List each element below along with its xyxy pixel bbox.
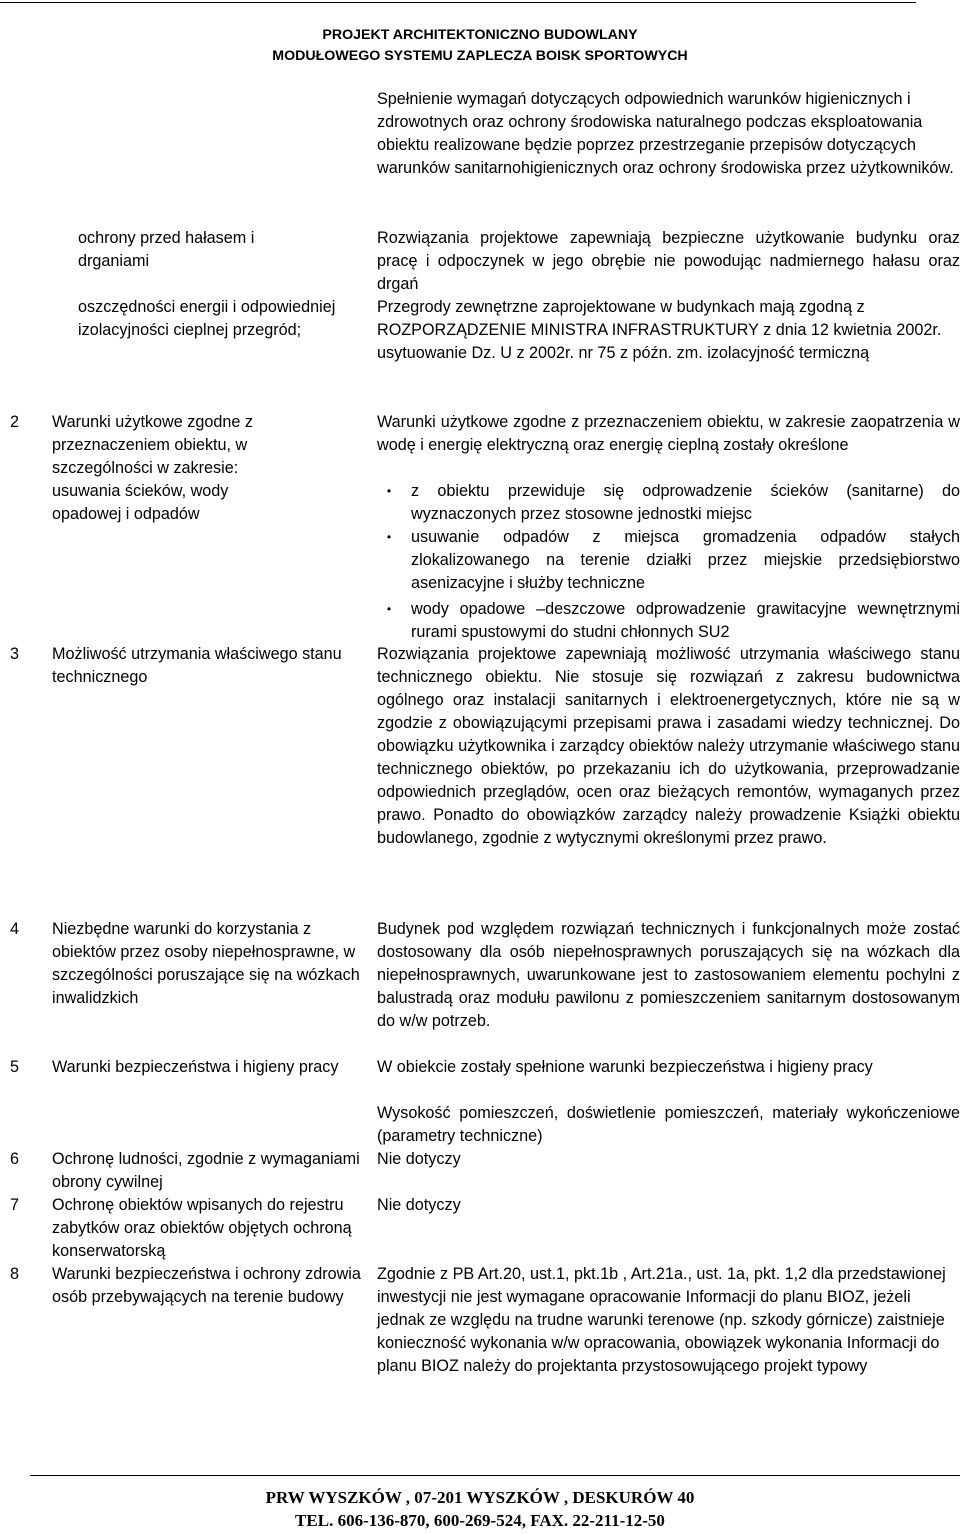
footer-rule [30,1475,960,1476]
item-2-intro: Warunki użytkowe zgodne z przeznaczeniem obiektu, w zakresie zaopatrzenia w wodę i energię elektryczną oraz energię cieplną zostały określone [377,413,960,454]
item-8-text: Zgodnie z PB Art.20, ust.1, pkt.1b , Art.21a., ust. 1a, pkt. 1,2 dla przedstawionej inwestycji nie jest wymagane opracowanie Informacji do planu BIOZ, jeżeli jednak ze względu na trudne warunki terenowe (np. szkody górnicze) zaistnieje konieczność wykonania w/w opracowania, obowiązek wykonania Informacji do planu BIOZ należy do projektanta przystosowującego projekt typowy [377,1265,946,1375]
item-7-number: 7 [10,1196,20,1214]
header-rule-top [0,2,916,3]
item-4-text: Budynek pod względem rozwiązań technicznych i funkcjonalnych może zostać dostosowany dla osób niepełnosprawnych poruszających się na wózkach dla niepełnosprawnych, uwarunkowane jest to zastosowaniem elementu pochylni z balustradą oraz modułu pawilonu z pomieszczeniem sanitarnym dostosowanym do w/w potrzeb. [377,920,960,1030]
item-7-text: Nie dotyczy [377,1196,461,1214]
header-line-1: PROJEKT ARCHITEKTONICZNO BUDOWLANY [322,27,638,43]
item-5-text-2: Wysokość pomieszczeń, doświetlenie pomieszczeń, materiały wykończeniowe (parametry techniczne) [377,1104,960,1145]
energy-label: oszczędności energii i odpowiedniej izolacyjności cieplnej przegród; [78,298,336,339]
bullet-icon: • [386,602,392,616]
bullet-icon: • [386,484,392,498]
item-6-label: Ochronę ludności, zgodnie z wymaganiami obrony cywilnej [52,1150,360,1191]
item-3-label: Możliwość utrzymania właściwego stanu technicznego [52,645,342,686]
bullet-icon: • [386,530,392,544]
item-5-number: 5 [10,1058,20,1076]
item-5-text-1: W obiekcie zostały spełnione warunki bezpieczeństwa i higieny pracy [377,1058,873,1076]
item-2-bullet-1: z obiektu przewiduje się odprowadzenie ścieków (sanitarne) do wyznaczonych przez stosowne jednostki miejsc [411,482,960,523]
item-2-number: 2 [10,413,20,431]
item-8-number: 8 [10,1265,20,1283]
item-5-label: Warunki bezpieczeństwa i higieny pracy [52,1058,339,1076]
footer-line-2: TEL. 606-136-870, 600-269-524, FAX. 22-211-12-50 [295,1511,665,1530]
item-2-bullet-2: usuwanie odpadów z miejsca gromadzenia odpadów stałych zlokalizowanego na terenie działki przez miejskie przedsiębiorstwo asenizacyjne i służby techniczne [411,528,960,592]
item-8-label: Warunki bezpieczeństwa i ochrony zdrowia osób przebywających na terenie budowy [52,1265,361,1306]
header-line-2: MODUŁOWEGO SYSTEMU ZAPLECZA BOISK SPORTOWYCH [272,48,688,64]
item-3-text: Rozwiązania projektowe zapewniają możliwość utrzymania właściwego stanu technicznego obiektu. Nie stosuje się rozwiązań z zakresu budownictwa ogólnego oraz instalacji sanitarnych i elektroenergetycznych, które nie są w zgodzie z obowiązującymi przepisami prawa i zasadami wiedzy technicznej. Do obowiązku użytkownika i zarządcy obiektów należy utrzymanie właściwego stanu technicznego obiektów, po przekazaniu ich do użytkowania, przeprowadzanie odpowiednich przeglądów, ocen oraz bieżących remontów, wymaganych przez prawo. Ponadto do obowiązków zarządcy należy prowadzenie Książki obiektu budowlanego, zgodnie z wytycznymi określonymi przez prawo. [377,645,960,847]
intro-text: Spełnienie wymagań dotyczących odpowiednich warunków higienicznych i zdrowotnych oraz ochrony środowiska naturalnego podczas eksploatowania obiektu realizowane będzie poprzez przestrzeganie przepisów dotyczących warunków sanitarnohigienicznych oraz ochrony środowiska przez użytkowników. [377,90,954,177]
item-3-number: 3 [10,645,20,663]
energy-text: Przegrody zewnętrzne zaprojektowane w budynkach mają zgodną z ROZPORZĄDZENIE MINISTRA INFRASTRUKTURY z dnia 12 kwietnia 2002r. usytuowanie Dz. U z 2002r. nr 75 z późn. zm. izolacyjność termiczną [377,298,942,362]
item-4-number: 4 [10,920,20,938]
item-4-label: Niezbędne warunki do korzystania z obiektów przez osoby niepełnosprawne, w szczególności poruszające się na wózkach inwalidzkich [52,920,360,1007]
noise-text: Rozwiązania projektowe zapewniają bezpieczne użytkowanie budynku oraz pracę i odpoczynek w jego obrębie nie powodując nadmiernego hałasu oraz drgań [377,229,960,293]
item-2-label: Warunki użytkowe zgodne z przeznaczeniem obiektu, w szczególności w zakresie: usuwania ścieków, wody opadowej i odpadów [52,413,253,523]
item-6-number: 6 [10,1150,20,1168]
item-7-label: Ochronę obiektów wpisanych do rejestru zabytków oraz obiektów objętych ochroną konserwatorską [52,1196,352,1260]
item-2-bullet-3: wody opadowe –deszczowe odprowadzenie grawitacyjne wewnętrznymi rurami spustowymi do studni chłonnych SU2 [411,600,960,641]
noise-label: ochrony przed hałasem i drganiami [78,229,255,270]
item-6-text: Nie dotyczy [377,1150,461,1168]
footer-line-1: PRW WYSZKÓW , 07-201 WYSZKÓW , DESKURÓW 40 [265,1488,695,1507]
